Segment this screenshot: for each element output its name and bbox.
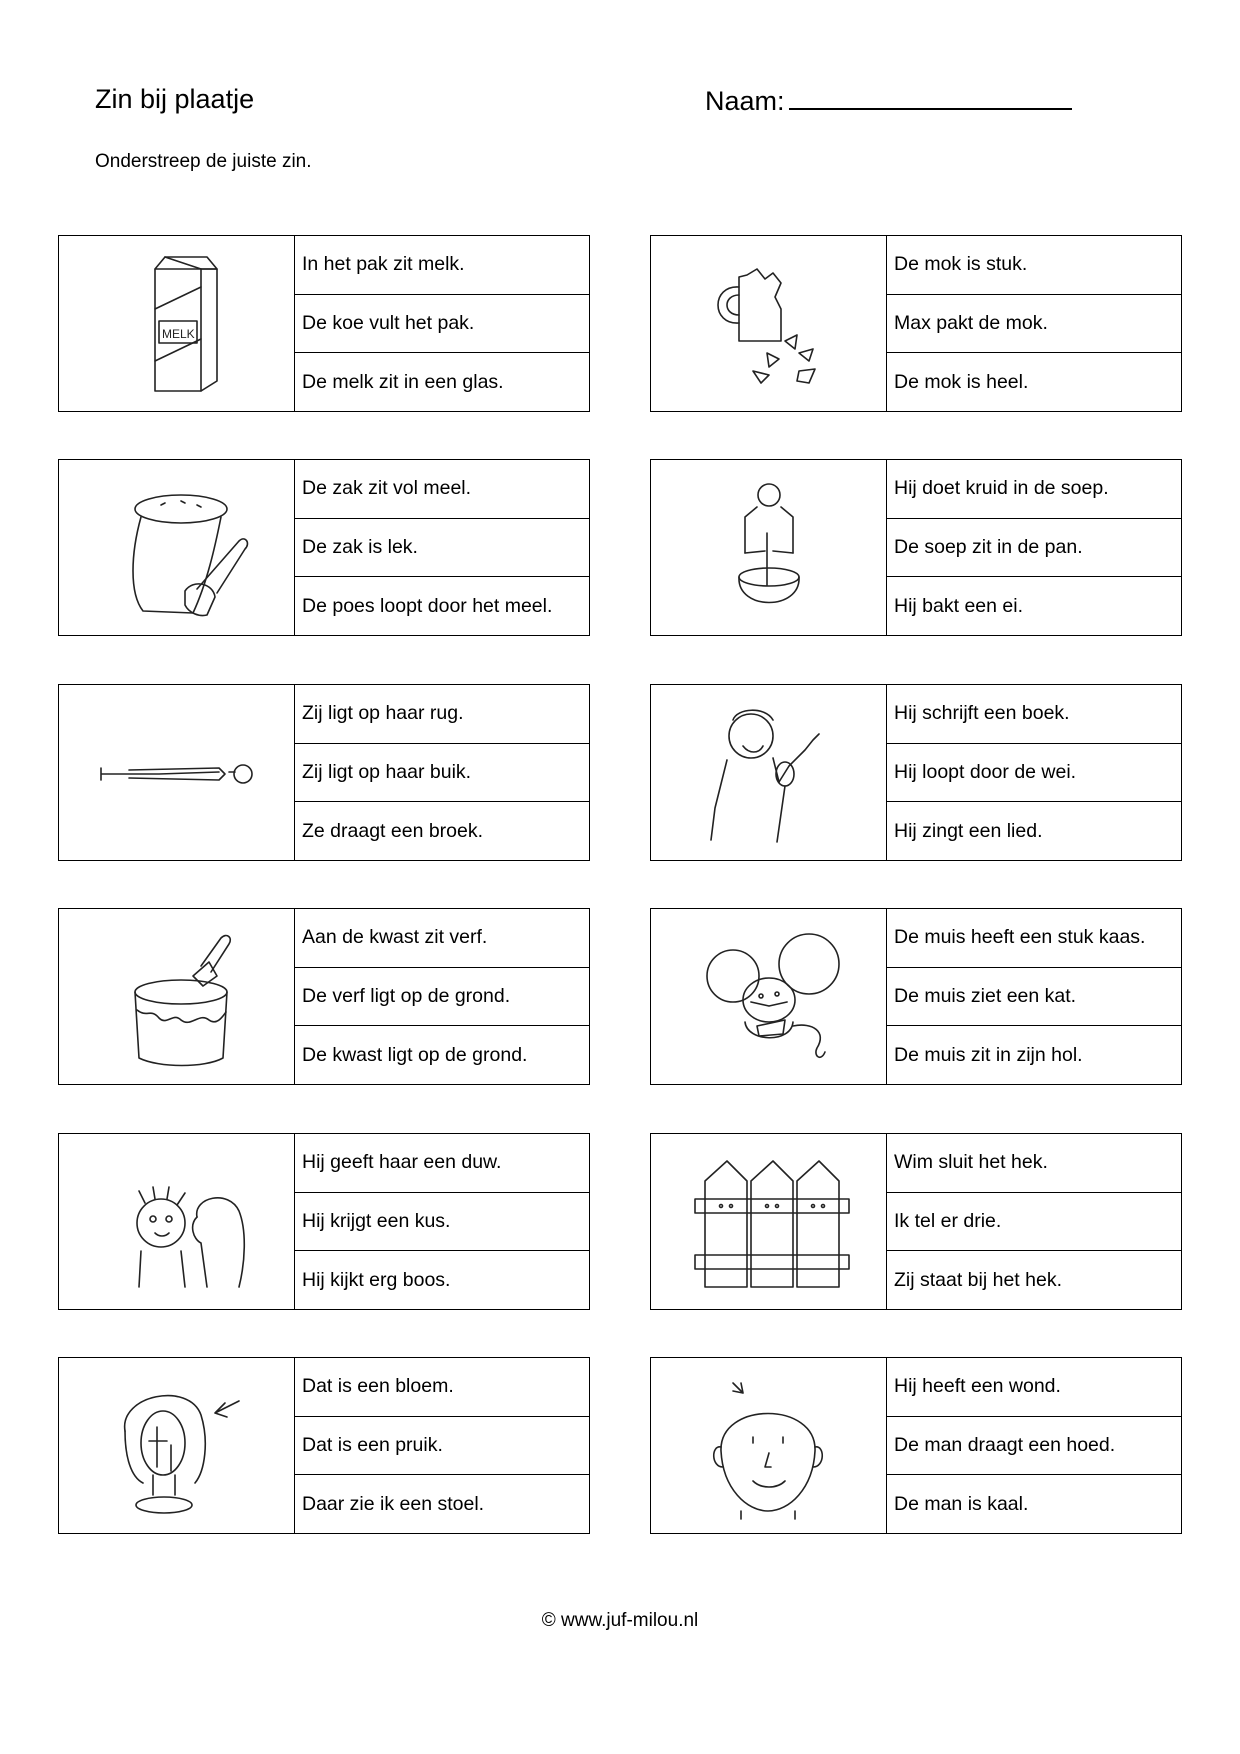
sentence-option[interactable]: De mok is stuk. xyxy=(887,236,1181,295)
exercise-card xyxy=(650,459,1182,636)
flour-sack-icon xyxy=(89,473,264,623)
sentence-option[interactable]: Zij staat bij het hek. xyxy=(894,1268,1062,1291)
name-field xyxy=(705,84,1072,117)
picture-cell xyxy=(651,685,887,860)
sentence-option[interactable]: Hij kijkt erg boos. xyxy=(302,1268,451,1291)
sentence-option[interactable]: De muis ziet een kat. xyxy=(887,968,1181,1027)
picture-cell xyxy=(59,460,295,635)
sentence-option[interactable]: Aan de kwast zit verf. xyxy=(295,909,589,968)
sentence-option[interactable]: De poes loopt door het meel. xyxy=(302,594,553,617)
worksheet-title: Zin bij plaatje xyxy=(95,84,255,114)
sentence-option[interactable]: De man is kaal. xyxy=(894,1492,1029,1515)
exercise-card xyxy=(650,1133,1182,1310)
sentence-option[interactable]: De melk zit in een glas. xyxy=(302,370,504,393)
sentence-option[interactable]: Daar zie ik een stoel. xyxy=(302,1492,485,1515)
exercise-card xyxy=(58,1133,590,1310)
exercise-card xyxy=(58,235,590,412)
instruction-text: Onderstreep de juiste zin. xyxy=(95,151,312,172)
mouse-with-cheese-icon xyxy=(681,922,856,1072)
sentence-option[interactable]: De kwast ligt op de grond. xyxy=(302,1043,528,1066)
name-label: Naam: xyxy=(705,86,785,116)
sentence-option[interactable]: Ik tel er drie. xyxy=(887,1193,1181,1252)
sentence-option[interactable]: Hij doet kruid in de soep. xyxy=(887,460,1181,519)
broken-mug-icon xyxy=(681,249,856,399)
sentence-option[interactable]: In het pak zit melk. xyxy=(295,236,589,295)
sentence-option[interactable]: De zak is lek. xyxy=(295,519,589,578)
singing-man-icon xyxy=(681,698,856,848)
footer-copyright: © www.juf-milou.nl xyxy=(541,1610,699,1631)
picture-cell xyxy=(651,236,887,411)
sentence-option[interactable]: Zij ligt op haar buik. xyxy=(295,744,589,803)
sentence-option[interactable]: De zak zit vol meel. xyxy=(295,460,589,519)
sentence-option[interactable]: Hij krijgt een kus. xyxy=(295,1193,589,1252)
picture-cell xyxy=(59,236,295,411)
sentence-option[interactable]: Dat is een pruik. xyxy=(295,1417,589,1476)
picture-cell xyxy=(59,685,295,860)
sentence-option[interactable]: De mok is heel. xyxy=(894,370,1029,393)
wig-on-stand-icon xyxy=(89,1371,264,1521)
paint-bucket-brush-icon xyxy=(89,922,264,1072)
exercise-card xyxy=(650,908,1182,1085)
sentence-option[interactable]: Hij loopt door de wei. xyxy=(887,744,1181,803)
sentence-option[interactable]: Hij zingt een lied. xyxy=(894,819,1043,842)
sentence-option[interactable]: De koe vult het pak. xyxy=(295,295,589,354)
milk-carton-icon xyxy=(89,249,264,399)
picture-cell xyxy=(59,1358,295,1533)
wooden-gate-icon xyxy=(681,1147,856,1297)
name-blank-line[interactable] xyxy=(789,84,1072,110)
sentence-option[interactable]: Hij heeft een wond. xyxy=(887,1358,1181,1417)
milk-label: MELK xyxy=(162,326,195,341)
sentence-option[interactable]: Wim sluit het hek. xyxy=(887,1134,1181,1193)
exercise-card xyxy=(58,459,590,636)
sentence-option[interactable]: De verf ligt op de grond. xyxy=(295,968,589,1027)
sentence-option[interactable]: Max pakt de mok. xyxy=(887,295,1181,354)
sentence-option[interactable]: Ze draagt een broek. xyxy=(302,819,484,842)
exercise-card xyxy=(650,235,1182,412)
sentence-option[interactable]: Hij geeft haar een duw. xyxy=(295,1134,589,1193)
man-stirring-soup-icon xyxy=(681,473,856,623)
exercise-card xyxy=(58,1357,590,1534)
girl-lying-down-icon xyxy=(89,698,264,848)
sentence-option[interactable]: De soep zit in de pan. xyxy=(887,519,1181,578)
sentence-option[interactable]: De muis zit in zijn hol. xyxy=(894,1043,1083,1066)
picture-cell xyxy=(651,909,887,1084)
sentence-option[interactable]: Hij bakt een ei. xyxy=(894,594,1023,617)
picture-cell xyxy=(59,1134,295,1309)
exercise-card xyxy=(58,908,590,1085)
picture-cell xyxy=(651,460,887,635)
sentence-option[interactable]: Zij ligt op haar rug. xyxy=(295,685,589,744)
picture-cell xyxy=(651,1134,887,1309)
exercise-card xyxy=(650,1357,1182,1534)
exercise-card xyxy=(650,684,1182,861)
bald-man-head-icon xyxy=(681,1371,856,1521)
picture-cell xyxy=(59,909,295,1084)
sentence-option[interactable]: Dat is een bloem. xyxy=(295,1358,589,1417)
sentence-option[interactable]: De man draagt een hoed. xyxy=(887,1417,1181,1476)
kiss-on-cheek-icon xyxy=(89,1147,264,1297)
picture-cell xyxy=(651,1358,887,1533)
sentence-option[interactable]: Hij schrijft een boek. xyxy=(887,685,1181,744)
sentence-option[interactable]: De muis heeft een stuk kaas. xyxy=(887,909,1181,968)
exercise-card xyxy=(58,684,590,861)
